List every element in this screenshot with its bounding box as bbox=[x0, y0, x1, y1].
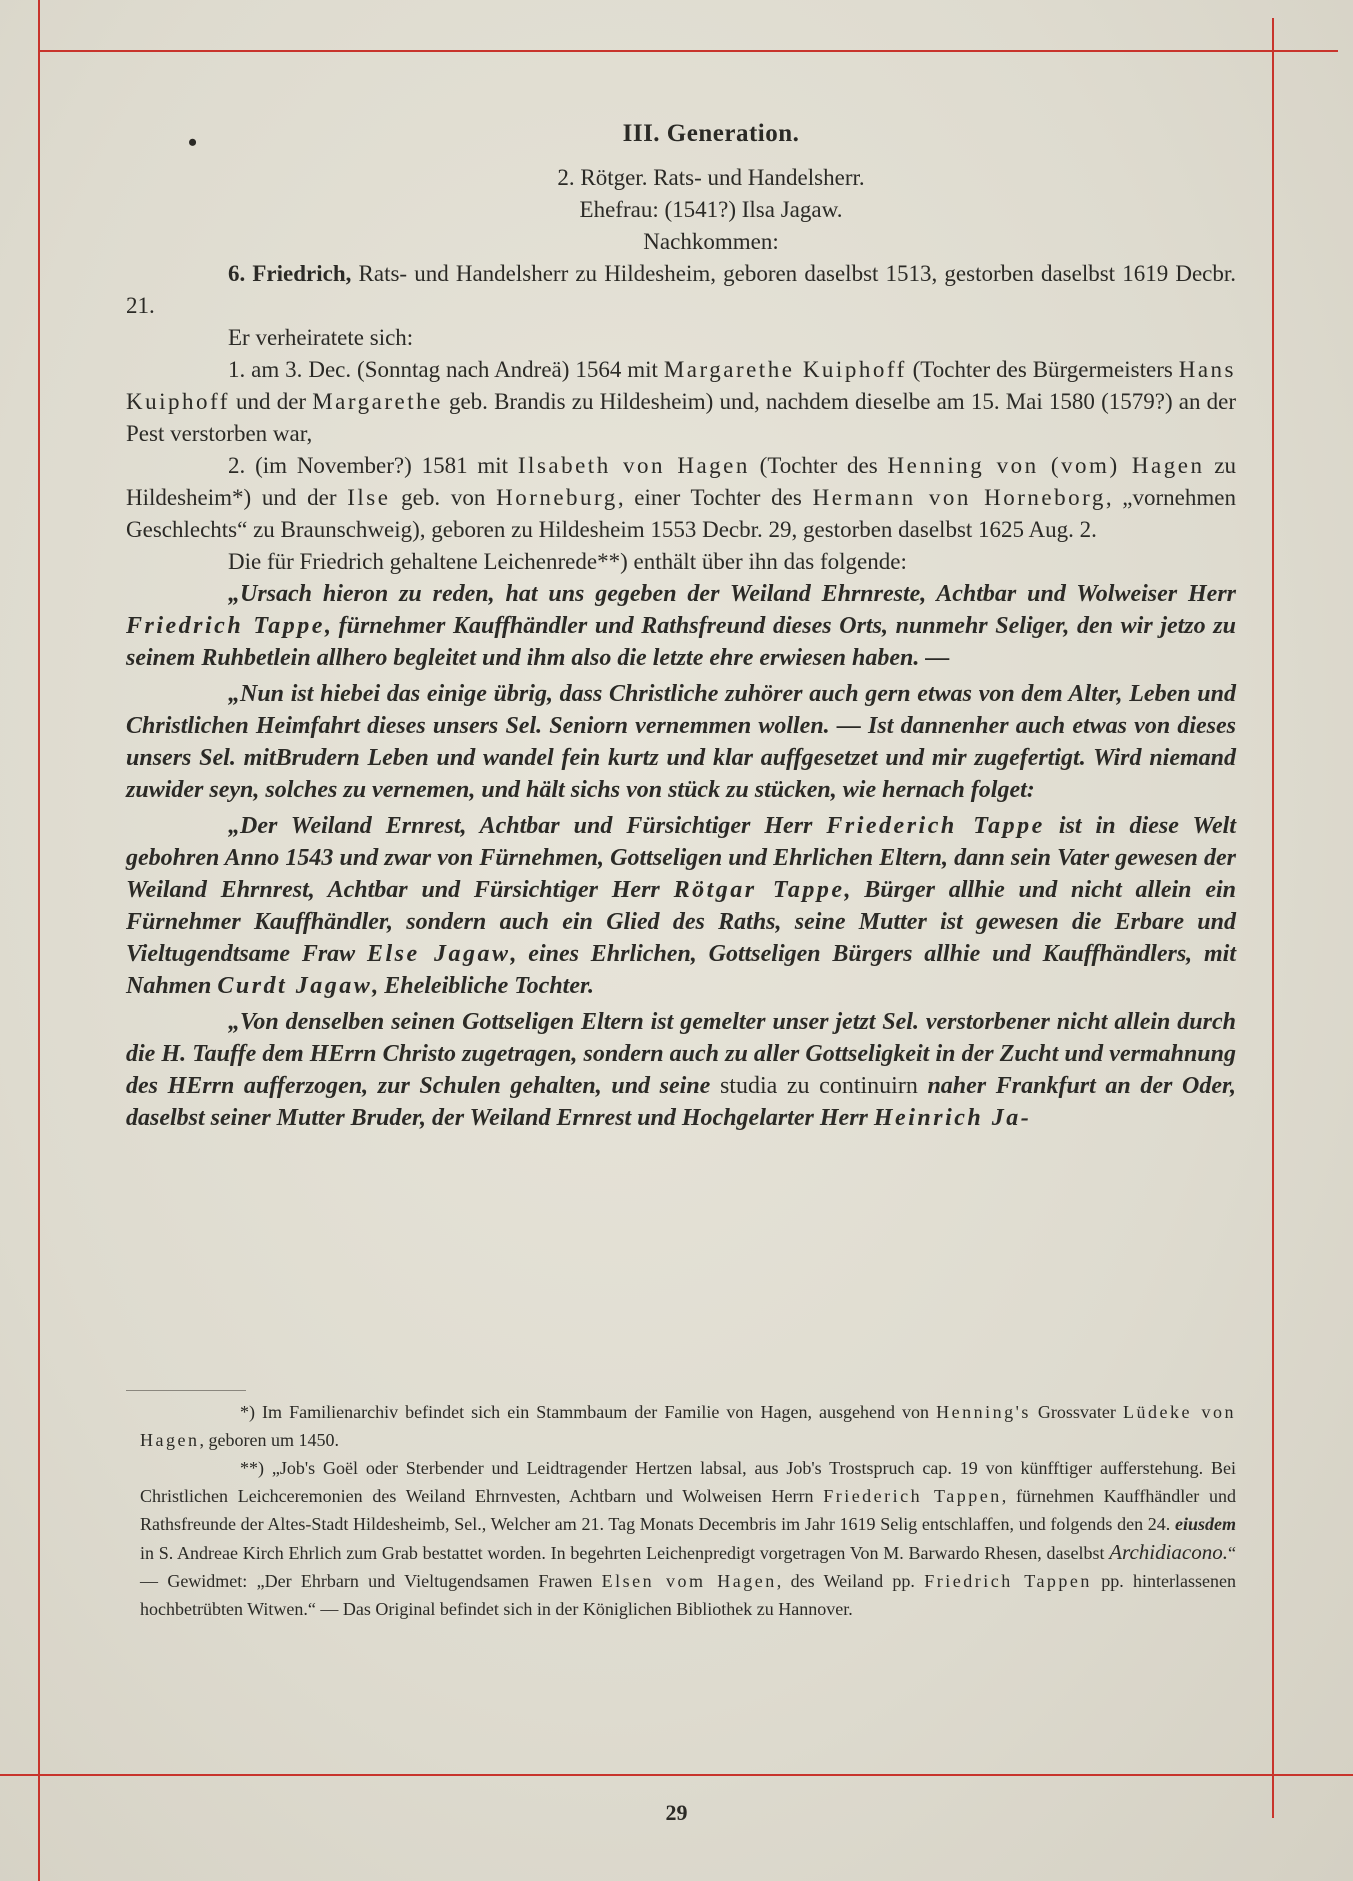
spaced-name: Friedrich Tappe bbox=[126, 613, 325, 639]
text-segment: (Tochter des bbox=[749, 453, 888, 478]
quote-segment: ist in diese Welt gebohren Anno 1543 und zwar von Fürnehmen, Gottseligen und Ehrlichen Eltern, dann sein Vater gewesen der Weiland Ehrnrest, Achtbar und Fürsichtiger Herr bbox=[126, 813, 1236, 903]
spaced-name: Henning von (vom) Hagen bbox=[887, 453, 1205, 478]
spaced-name: Heinrich Ja- bbox=[873, 1105, 1032, 1131]
page-number: 29 bbox=[665, 1800, 688, 1825]
spaced-name: Horneburg bbox=[496, 485, 618, 510]
footnote-segment: pp. hinterlassenen hochbetrübten Witwen.“ — Das Original befindet sich in der Königlichen Bibliothek zu Hannover. bbox=[140, 1571, 1237, 1619]
paragraph-first-marriage bbox=[126, 354, 1236, 450]
quote-segment: , eines Ehrlichen, Gottseligen Bürgers allhie und Kauffhändlers, mit Nahmen bbox=[126, 941, 1236, 999]
text-segment: , „vornehmen Geschlechts“ zu Braunschweig), geboren zu Hildesheim 1553 Decbr. 29, gestorben daselbst 1625 Aug. 2. bbox=[126, 485, 1236, 542]
quote-1 bbox=[126, 578, 1236, 674]
spaced-name: Lüdeke von Hagen bbox=[140, 1402, 1236, 1450]
text-segment: (Tochter des Bürgermeisters bbox=[906, 357, 1179, 382]
footnote-segment: **) „Job's Goël oder Sterbender und Leidtragender Hertzen labsal, aus Job's Trostspruch cap. 19 von künfftiger aufferstehung. Bei Christlichen Leichceremonien des Weiland Ehrnvesten, Achtbarn und Wolweisen Herrn bbox=[140, 1458, 1236, 1506]
footnote-segment: “ — Gewidmet: „Der Ehrbarn und Vieltugendsamen Frawen bbox=[140, 1543, 1236, 1591]
spaced-name: Curdt Jagaw bbox=[217, 973, 373, 999]
footnote-segment: , des Weiland pp. bbox=[776, 1571, 925, 1591]
footnote-1 bbox=[140, 1398, 1236, 1454]
quote-segment: , Bürger allhie und nicht allein ein Fürnehmer Kauffhändler, sondern auch ein Glied des Raths, seine Mutter ist gewesen die Erbare und Vieltugendtsame Fraw bbox=[126, 877, 1236, 967]
spaced-name: Hermann von Horneborg bbox=[812, 485, 1106, 510]
text-segment: und der bbox=[229, 389, 313, 414]
spaced-name: Hans Kuiphoff bbox=[126, 357, 1237, 414]
spaced-name: Ilse bbox=[347, 485, 391, 510]
quote-4 bbox=[126, 1006, 1236, 1134]
spaced-name: Ilsabeth von Hagen bbox=[517, 453, 750, 478]
quote-3 bbox=[126, 810, 1236, 1002]
italic-segment: Archidiacono. bbox=[1109, 1540, 1228, 1564]
footnote-segment: Grossvater bbox=[1030, 1402, 1123, 1422]
quote-segment: naher Frankfurt an der Oder, daselbst seiner Mutter Bruder, der Weiland Ernrest und Hochgelarter Herr bbox=[126, 1073, 1236, 1131]
spaced-name: Rötgar Tappe bbox=[673, 877, 845, 903]
paragraph-friedrich bbox=[126, 258, 1236, 322]
spaced-name: Elsen vom Hagen bbox=[601, 1571, 777, 1591]
spaced-name: Else Jagaw bbox=[367, 941, 511, 967]
bullet-mark: • bbox=[188, 128, 198, 157]
text-segment: geb. Brandis zu Hildesheim) und, nachdem dieselbe am 15. Mai 1580 (1579?) an der Pest verstorben war, bbox=[126, 389, 1236, 446]
quote-segment: , Eheleibliche Tochter. bbox=[372, 973, 595, 999]
quote-segment: „Ursach hieron zu reden, hat uns gegeben der Weiland Ehrnreste, Achtbar und Wolweiser Herr bbox=[228, 581, 1236, 607]
spaced-name: Margarethe bbox=[312, 389, 443, 414]
footnote-2 bbox=[140, 1454, 1236, 1623]
text-segment: geb. von bbox=[390, 485, 497, 510]
paragraph-married: Er verheiratete sich: bbox=[228, 325, 414, 350]
intro-line-1: 2. Rötger. Rats- und Handelsherr. bbox=[557, 165, 865, 190]
main-text bbox=[126, 120, 1236, 1134]
footnote-segment: , geboren um 1450. bbox=[199, 1430, 339, 1450]
footnotes bbox=[140, 1398, 1236, 1623]
footnote-divider bbox=[126, 1390, 246, 1391]
text-segment: zu Hildesheim*) und der bbox=[126, 453, 1236, 510]
spaced-name: Henning's bbox=[936, 1402, 1031, 1422]
spaced-name: Friederich Tappen bbox=[823, 1486, 1002, 1506]
text-segment: 1. am 3. Dec. (Sonntag nach Andreä) 1564 mit bbox=[228, 357, 664, 382]
spaced-name: Friederich Tappe bbox=[826, 813, 1045, 839]
quote-2: „Nun ist hiebei das einige übrig, dass Christliche zuhörer auch gern etwas von dem Alter, Leben und Christlichen Heimfahrt dieses unsers Sel. Seniorn vernemmen wollen. — Ist dannenher auch etwas von dieses unsers Sel. mitBrudern Leben und wandel fein kurtz und klar auffgesetzet und mir zugefertigt. Wird niemand zuwider seyn, solches zu vernemen, und hält sichs von stück zu stücken, wie hernach folget: bbox=[126, 681, 1236, 803]
quote-segment: „Von denselben seinen Gottseligen Eltern ist gemelter unser jetzt Sel. verstorbener nicht allein durch die H. Tauffe dem HErrn Christo zugetragen, sondern auch zu aller Gottseligkeit in der Zucht und vermahnung des HErrn aufferzogen, zur Schulen gehalten, und seine bbox=[126, 1009, 1236, 1099]
footnote-segment: , fürnehmen Kauffhändler und Rathsfreunde der Altes-Stadt Hildesheimb, Sel., Welcher am 21. Tag Monats Decembris im Jahr 1619 Selig entschlaffen, und folgends den 24. bbox=[140, 1486, 1237, 1534]
friedrich-name: 6. Friedrich, bbox=[228, 261, 352, 286]
text-segment: 2. (im November?) 1581 mit bbox=[228, 453, 518, 478]
intro-line-2: Ehefrau: (1541?) Ilsa Jagaw. bbox=[579, 197, 843, 222]
spaced-name: Friedrich Tappen bbox=[924, 1571, 1092, 1591]
footnote-segment: in S. Andreae Kirch Ehrlich zum Grab bestattet worden. In begehrten Leichenpredigt vorgetragen Von M. Barwardo Rhesen, daselbst bbox=[140, 1543, 1110, 1563]
bottom-margin-rule bbox=[0, 1774, 1353, 1776]
text-segment: , einer Tochter des bbox=[617, 485, 813, 510]
roman-segment: studia zu continuirn bbox=[719, 1073, 918, 1099]
left-margin-rule bbox=[38, 0, 40, 1881]
quote-segment: „Der Weiland Ernrest, Achtbar und Fürsichtiger Herr bbox=[228, 813, 827, 839]
paragraph-funeral-sermon: Die für Friedrich gehaltene Leichenrede**) enthält über ihn das folgende: bbox=[228, 549, 907, 574]
quote-segment: , fürnehmer Kauffhändler und Rathsfreund dieses Orts, nunmehr Seliger, den wir jetzo zu seinem Ruhbetlein allhero begleitet und ihm also die letzte ehre erwiesen haben. — bbox=[126, 613, 1236, 671]
page-title: III. Generation. bbox=[622, 120, 800, 147]
right-margin-rule bbox=[1272, 18, 1274, 1818]
friedrich-text: Rats- und Handelsherr zu Hildesheim, geboren daselbst 1513, gestorben daselbst 1619 Decbr. 21. bbox=[126, 261, 1236, 318]
top-margin-rule bbox=[38, 50, 1338, 52]
footnote-segment: *) Im Familienarchiv befindet sich ein Stammbaum der Familie von Hagen, ausgehend von bbox=[240, 1402, 937, 1422]
paragraph-second-marriage bbox=[126, 450, 1236, 546]
italic-segment: eiusdem bbox=[1175, 1514, 1236, 1534]
spaced-name: Margarethe Kuiphoff bbox=[663, 357, 907, 382]
intro-line-3: Nachkommen: bbox=[643, 229, 779, 254]
